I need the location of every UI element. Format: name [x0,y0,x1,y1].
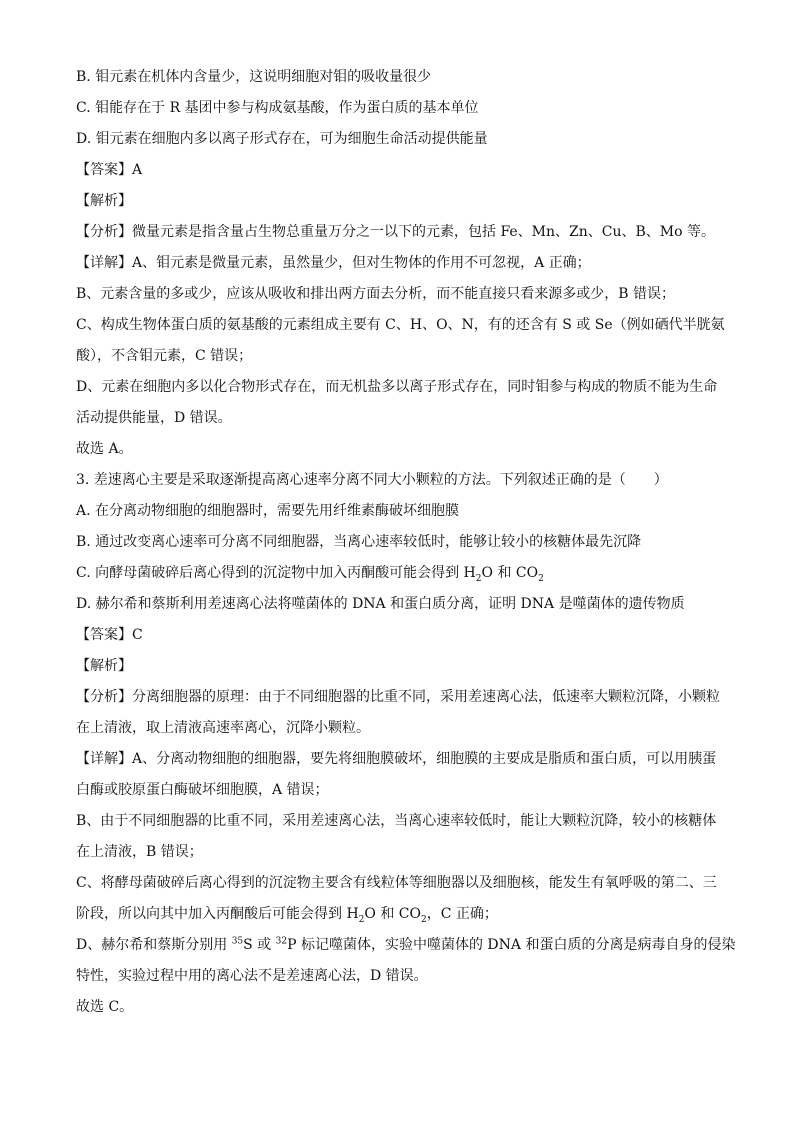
q3-conclusion: 故选 C。 [76,999,134,1015]
q2-xiangjie-c-line1: C、构成生物体蛋白质的氨基酸的元素组成主要有 C、H、O、N，有的还含有 S 或 Se（例如硒代半胱氨 [76,317,725,333]
q3-xiangjie-d-line1 [76,930,736,961]
q3-xiangjie-c-line1: C、将酵母菌破碎后离心得到的沉淀物主要含有线粒体等细胞器以及细胞核，能发生有氧呼吸的第二、三 [76,875,717,891]
q3-fenxi-line2: 在上清液，取上清液高速率离心，沉降小颗粒。 [76,720,370,736]
q2-analysis-heading: 【解析】 [76,193,132,209]
q3-xiangjie-a-line2: 白酶或胶原蛋白酶破坏细胞膜，A 错误； [76,782,329,798]
q2-xiangjie-a: 【详解】A、钼元素是微量元素，虽然量少，但对生物体的作用不可忽视，A 正确； [76,255,591,271]
superscript: 32 [275,936,288,947]
q3-option-a: A. 在分离动物细胞的细胞器时，需要先用纤维素酶破坏细胞膜 [76,503,460,519]
q2-option-b: B. 钼元素在机体内含量少，这说明细胞对钼的吸收量很少 [76,69,432,85]
q2-xiangjie-d-line2: 活动提供能量，D 错误。 [76,410,232,426]
subscript: 2 [358,914,365,925]
q3-xiangjie-b-line2: 在上清液，B 错误； [76,844,203,860]
q3-xiangjie-d-text-post: P 标记噬菌体，实验中噬菌体的 DNA 和蛋白质的分离是病毒自身的侵染 [287,937,736,953]
q3-option-c-text: C. 向酵母菌破碎后离心得到的沉淀物中加入丙酮酸可能会得到 H [76,565,476,581]
q3-xiangjie-d-line2: 特性，实验过程中用的离心法不是差速离心法，D 错误。 [76,968,428,984]
q3-analysis-heading: 【解析】 [76,658,132,674]
q2-fenxi: 【分析】微量元素是指含量占生物总重量万分之一以下的元素，包括 Fe、Mn、Zn、Cu、B、Mo 等。 [76,224,716,240]
q3-stem: 3. 差速离心主要是采取逐渐提高离心速率分离不同大小颗粒的方法。下列叙述正确的是（ ） [76,472,668,488]
superscript: 35 [231,936,244,947]
q3-answer: 【答案】C [76,627,143,643]
q2-answer: 【答案】A [76,162,143,178]
q2-xiangjie-d-line1: D、元素在细胞内多以化合物形式存在，而无机盐多以离子形式存在，同时钼参与构成的物质不能为生命 [76,379,718,395]
q3-xiangjie-b-line1: B、由于不同细胞器的比重不同，采用差速离心法，当离心速率较低时，能让大颗粒沉降，较小的核糖体 [76,813,717,829]
q2-xiangjie-b: B、元素含量的多或少，应该从吸收和排出两方面去分析，而不能直接只看来源多或少，B 错误； [76,286,676,302]
q2-xiangjie-c-line2: 酸），不含钼元素，C 错误； [76,348,253,364]
q3-xiangjie-c-text-post: ，C 正确； [426,906,498,922]
q3-option-d: D. 赫尔希和蔡斯利用差速离心法将噬菌体的 DNA 和蛋白质分离，证明 DNA 是噬菌体的遗传物质 [76,596,685,612]
q3-xiangjie-d-text: D、赫尔希和蔡斯分别用 [76,937,232,953]
q2-option-c: C. 钼能存在于 R 基团中参与构成氨基酸，作为蛋白质的基本单位 [76,100,479,116]
q3-option-b: B. 通过改变离心速率可分离不同细胞器，当离心速率较低时，能够让较小的核糖体最先沉降 [76,534,642,550]
document-page [76,62,736,1023]
subscript: 2 [420,914,427,925]
q3-xiangjie-c-text-mid: O 和 CO [364,906,421,922]
q2-option-d: D. 钼元素在细胞内多以离子形式存在，可为细胞生命活动提供能量 [76,131,488,147]
q2-conclusion: 故选 A。 [76,441,133,457]
q3-xiangjie-c-text: 阶段，所以向其中加入丙酮酸后可能会得到 H [76,906,359,922]
subscript: 2 [538,573,544,584]
q3-xiangjie-a-line1: 【详解】A、分离动物细胞的细胞器，要先将细胞膜破坏，细胞膜的主要成是脂质和蛋白质，可以用胰蛋 [76,751,717,767]
q3-option-c-text-mid: O 和 CO [481,565,539,581]
q3-xiangjie-c-line2 [76,899,726,930]
q3-xiangjie-d-text-mid: S 或 [243,937,276,953]
q3-fenxi-line1: 【分析】分离细胞器的原理：由于不同细胞器的比重不同，采用差速离心法，低速率大颗粒沉降，小颗粒 [76,689,720,705]
subscript: 2 [475,573,482,584]
q3-option-c [76,558,726,589]
